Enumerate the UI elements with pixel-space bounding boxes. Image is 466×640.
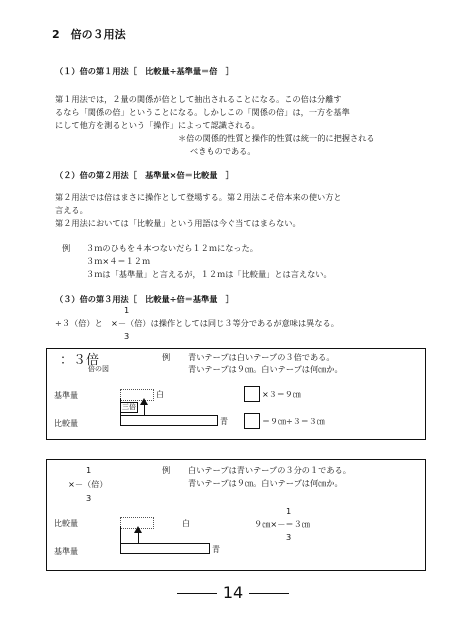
box2-frac-line: ×－（倍） <box>68 479 108 489</box>
box2-frac-numerator: 1 <box>86 465 92 475</box>
small-3x-tag: 三倍 <box>122 403 136 411</box>
blue-tape-label: 青 <box>220 417 228 426</box>
s3-operation-line: ÷３（倍）と ×－（倍）は操作としては同じ３等分であるが意味は異なる。 <box>55 318 339 328</box>
box1-mark-sub: 倍の図 <box>88 365 109 373</box>
page-number: 14 <box>222 583 244 602</box>
box1-calc-2: ＝９㎝÷３＝３㎝ <box>262 417 325 426</box>
box1-example-label: 例 <box>162 352 171 362</box>
box1-calc-1: ×３＝９㎝ <box>262 390 301 399</box>
page-footer <box>0 583 466 602</box>
answer-square-2 <box>244 413 260 429</box>
bar-start-line-2 <box>120 526 121 544</box>
box2-row-label-kijun: 基準量 <box>54 547 78 556</box>
s2-example-line3: ３ｍは「基準量」と言えるが，１２ｍは「比較量」とは言えない。 <box>86 269 332 279</box>
box1-row-label-hikaku: 比較量 <box>54 419 78 428</box>
blue-tape-bar-2 <box>120 543 210 554</box>
box2-frac-denominator: 3 <box>86 493 92 503</box>
box2-question-line1: 白いテープは青いテープの３分の１である。 <box>188 465 351 475</box>
answer-square-1 <box>244 386 260 402</box>
s1-title: （１）倍の第１用法［ 比較量÷基準量＝倍 ］ <box>55 66 234 76</box>
example-box-2 <box>46 459 426 571</box>
blue-tape-bar <box>120 415 218 426</box>
box2-example-label: 例 <box>162 465 171 475</box>
white-tape-bar <box>120 389 154 401</box>
s2-para-line1: 第２用法では倍はまさに操作として登場する。第２用法こそ倍本来の使い方と <box>55 192 342 202</box>
s1-note-line2: べきものである。 <box>190 146 256 156</box>
box2-calc-numerator: 1 <box>286 506 292 516</box>
s1-note-line1: ＊倍の関係的性質と操作的性質は統一的に把握される <box>178 133 375 143</box>
s1-para-line2: るなら「関係の倍」ということになる。しかしこの「関係の倍」は，一方を基準 <box>55 107 350 117</box>
box1-question-line1: 青いテープは白いテープの３倍である。 <box>188 352 335 362</box>
s3-frac-denominator: 3 <box>124 331 130 341</box>
s2-para-line2: 言える。 <box>55 205 88 215</box>
box2-calc-denominator: 3 <box>286 532 292 542</box>
s3-frac-numerator: 1 <box>124 305 130 315</box>
white-tape-label: 白 <box>156 390 164 399</box>
white-tape-label-2: 白 <box>182 519 190 528</box>
s1-para-line1: 第１用法では，２量の関係が倍として抽出されることになる。この倍は分離す <box>55 94 342 104</box>
s2-example-line2: ３ｍ×４＝１２ｍ <box>86 256 151 266</box>
s3-title: （３）倍の第３用法［ 比較量÷倍＝基準量 ］ <box>55 294 234 304</box>
box1-question-line2: 青いテープは９㎝。白いテープは何㎝か。 <box>188 364 343 374</box>
s1-para-line3: にして他方を測るという「操作」によって認識される。 <box>55 120 260 130</box>
footer-dash-left <box>177 593 217 594</box>
s2-para-line3: 第２用法においては「比較量」という用語は今ぐ当てはまらない。 <box>55 218 301 228</box>
blue-tape-label-2: 青 <box>212 545 220 554</box>
s2-example-line1: ３ｍのひもを４本つないだら１２ｍになった。 <box>86 243 258 253</box>
box2-row-label-hikaku: 比較量 <box>54 519 78 528</box>
box2-question-line2: 青いテープは９㎝。白いテープは何㎝か。 <box>188 478 343 488</box>
box2-calc: ９㎝×－＝３㎝ <box>254 519 310 529</box>
box1-row-label-kijun: 基準量 <box>54 391 78 400</box>
box1-mark: ：３倍 <box>60 353 100 368</box>
s2-title: （２）倍の第２用法［ 基準量×倍＝比較量 ］ <box>55 170 234 180</box>
section-heading: 2 倍の３用法 <box>52 28 126 41</box>
s2-example-label: 例 <box>62 243 71 253</box>
footer-dash-right <box>249 593 289 594</box>
bar-start-line <box>120 398 121 416</box>
